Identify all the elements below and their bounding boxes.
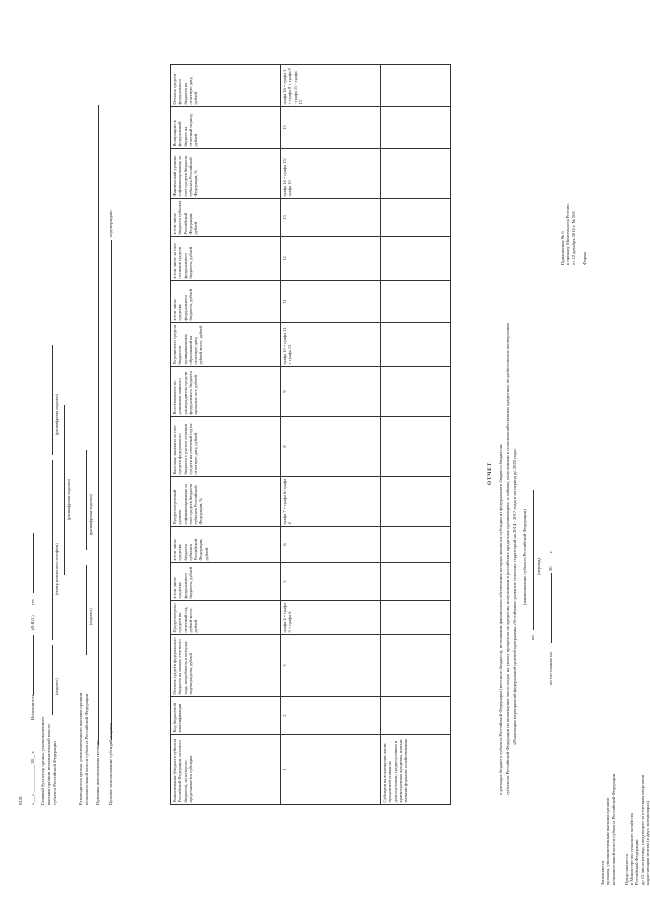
decode-label: (расшифровка подписи) xyxy=(88,494,93,535)
date-label: по состоянию на xyxy=(548,652,553,685)
formula-cell: графа 14 = графа 13/ графа 10 xyxy=(281,149,381,199)
table-header: в том числе средства федерального бюджета, рублей xyxy=(171,563,281,601)
approve-line: исполнительной власти субъекта Российской Федерации xyxy=(610,773,616,885)
formula-cell: графа 4 = графа 5 + графа 6 xyxy=(281,601,381,635)
table-header: Возвращено в федеральный бюджет на отчетный период, рублей xyxy=(171,107,281,149)
table-header: в том числе средства федерального бюджета, рублей xyxy=(171,281,281,323)
report-table xyxy=(170,64,451,805)
tel-label: тел. xyxy=(30,598,35,605)
accountant-line: субъекта Российской Федерации xyxy=(52,741,57,805)
table-header: Код бюджетной классификации xyxy=(171,697,281,735)
report-heading: ОТЧЕТ xyxy=(487,461,493,485)
table-header: Предусмотрено средств на отчетный год, рублей всего, рублей xyxy=(171,601,281,635)
table-header: Остаток средств федерального бюджета на начало отчетного года, потребность в которых подтверждена, рублей xyxy=(171,635,281,697)
date-line: «___» ____________ 20__ г. xyxy=(30,750,35,805)
column-number: 2 xyxy=(281,697,381,735)
accountant-line: высшим органом исполнительной власти xyxy=(46,724,51,805)
title-line: «Реализация мероприятий федеральной целевой программы «Устойчивое развитие сельских территорий на 2014 - 2017 годы и на период до 2020 года» xyxy=(512,448,517,745)
approve-label: Заполняется xyxy=(600,860,605,885)
title-line: о расходах бюджета субъекта Российской Федерации (местного бюджета), источником финансового обеспечения которых являются субсидии из федерального бюджета бюджетам xyxy=(498,444,503,795)
reasons-line-rule xyxy=(98,105,99,745)
accountant-extra-line xyxy=(52,345,53,455)
column-number: 1 xyxy=(281,735,381,805)
numbers-row xyxy=(281,65,381,805)
period-label: (период) xyxy=(536,558,541,575)
formula-cell: графа 16 = графа 3 + графа 8 + графа 9 - графа 11 - графа 15 xyxy=(281,65,381,107)
table-header: Перечислено средств бюджетов муниципальных образований на отчетную дату, рублей всего, рублей xyxy=(171,323,281,367)
submit-line: нарастающим итогом (в двух экземплярах) xyxy=(644,800,650,885)
table-header: Предусмотренный уровень софинансирования за счет средств бюджета субъекта Российской Федерации, % xyxy=(171,477,281,527)
year-label: 20 xyxy=(548,566,553,571)
sign-label: (подпись) xyxy=(88,608,93,625)
table-header: Восстановлено по решениям главного распорядителя средств федерального бюджета прошлых лет, рублей xyxy=(171,367,281,417)
column-number: 12 xyxy=(281,237,381,281)
table-header: в том числе бюджета субъекта Российской Федерации, рублей xyxy=(171,199,281,237)
formula-cell: графа 10 = графа 11 + графа 13 xyxy=(281,323,381,367)
column-number: 11 xyxy=(281,281,381,323)
total-row xyxy=(381,65,451,805)
approve-block xyxy=(600,774,650,885)
period-line xyxy=(533,490,534,630)
accountant-decode-line xyxy=(52,460,53,640)
phone-label: (номер контактного телефона) xyxy=(54,543,59,595)
decode-label: (расшифровка подписи) xyxy=(54,394,59,435)
region-label: (наименование субъекта Российской Федерации) xyxy=(522,509,527,605)
accountant-sign-line xyxy=(52,645,53,715)
on-label: по xyxy=(530,635,535,640)
column-number: 15 xyxy=(281,107,381,149)
table-header: Наименование (бюджета субъекта Российской Федерации, местного бюджета), по которого представляется субсидия xyxy=(171,735,281,805)
formula-cell: графа 7 = графа 6/ графа 4 xyxy=(281,477,381,527)
column-number: 3 xyxy=(281,635,381,697)
total-row-label: Субсидии на возмещение части процентной ставки по долгосрочным, среднесрочным и краткосрочным кредитам, взятым малыми формами хозяйствования xyxy=(381,735,451,805)
amount-line xyxy=(111,240,112,740)
year-suffix: г. xyxy=(548,550,553,553)
submit-line: до 15 числа месяца, следующего за отчетным кварталом xyxy=(639,774,645,885)
submit-line: Российской Федерации xyxy=(634,839,640,885)
head-line: Руководитель органа, уполномоченного высшим органом xyxy=(78,692,83,805)
approve-line: органом, уполномоченным высшим органом xyxy=(605,797,611,885)
column-number: 8 xyxy=(281,417,381,477)
table-header: Фактический уровень софинансирования за счет средств бюджета субъекта Российской Федерации, % xyxy=(171,149,281,199)
table-header: Кассовые выплаты за счет средств федерального бюджета с учетом остатков средств на отчетный год на отчетную дату, рублей xyxy=(171,417,281,477)
sign-label: (подпись) xyxy=(54,678,59,695)
title-line: субъектов Российской Федерации на возмещение части затрат на уплату процентов по кредитам, полученным в российских кредитных организациях, и займам, полученным в сельскохозяйственных кредитных потребительских кооперативах xyxy=(505,322,510,795)
column-number: 5 xyxy=(281,563,381,601)
head-decode-line xyxy=(86,450,87,550)
appendix-line: Приложение № 6 xyxy=(560,231,565,265)
table-header: в том числе средства бюджета субъекта Российской Федерации, рублей xyxy=(171,527,281,563)
appendix-line: к приказу Минсельхоза России xyxy=(565,204,571,265)
table-header: в том числе за счет остатков средств федерального бюджета, рублей xyxy=(171,237,281,281)
exec-line xyxy=(33,635,34,695)
confirm-suffix: подтверждаю. xyxy=(108,209,113,237)
table-header: Остаток средств федерального бюджета на отчетную дату, рублей xyxy=(171,65,281,107)
second-sign-line xyxy=(64,405,65,575)
fio-label: (Ф.И.О.) xyxy=(30,615,35,630)
column-number: 13 xyxy=(281,199,381,237)
reasons-line: Причины неисполнения потоков: xyxy=(95,740,100,805)
tel-line xyxy=(33,533,34,593)
date-line xyxy=(551,573,552,643)
submit-label: Представляется xyxy=(623,854,629,885)
form-label: Форма xyxy=(581,251,587,265)
accountant-line: Главный бухгалтер органа, уполномоченного xyxy=(40,716,45,805)
appendix-line: от 22 декабря 2016 г. № 581 xyxy=(570,210,576,265)
appendix-block xyxy=(560,204,587,265)
mp-label: М.П. xyxy=(18,795,23,805)
column-number: 9 xyxy=(281,367,381,417)
header-row xyxy=(171,65,281,805)
confirm-line: Целевое использование субсидий в сумме xyxy=(108,722,113,805)
column-number: 6 xyxy=(281,527,381,563)
decode-label: (расшифровка подписи) xyxy=(66,479,71,520)
head-sign-line xyxy=(86,565,87,655)
submit-line: в Министерство сельского хозяйства xyxy=(629,813,635,885)
head-line: исполнительной власти субъекта Российской Федерации xyxy=(84,693,89,805)
exec-label: Исполнитель xyxy=(30,694,35,720)
